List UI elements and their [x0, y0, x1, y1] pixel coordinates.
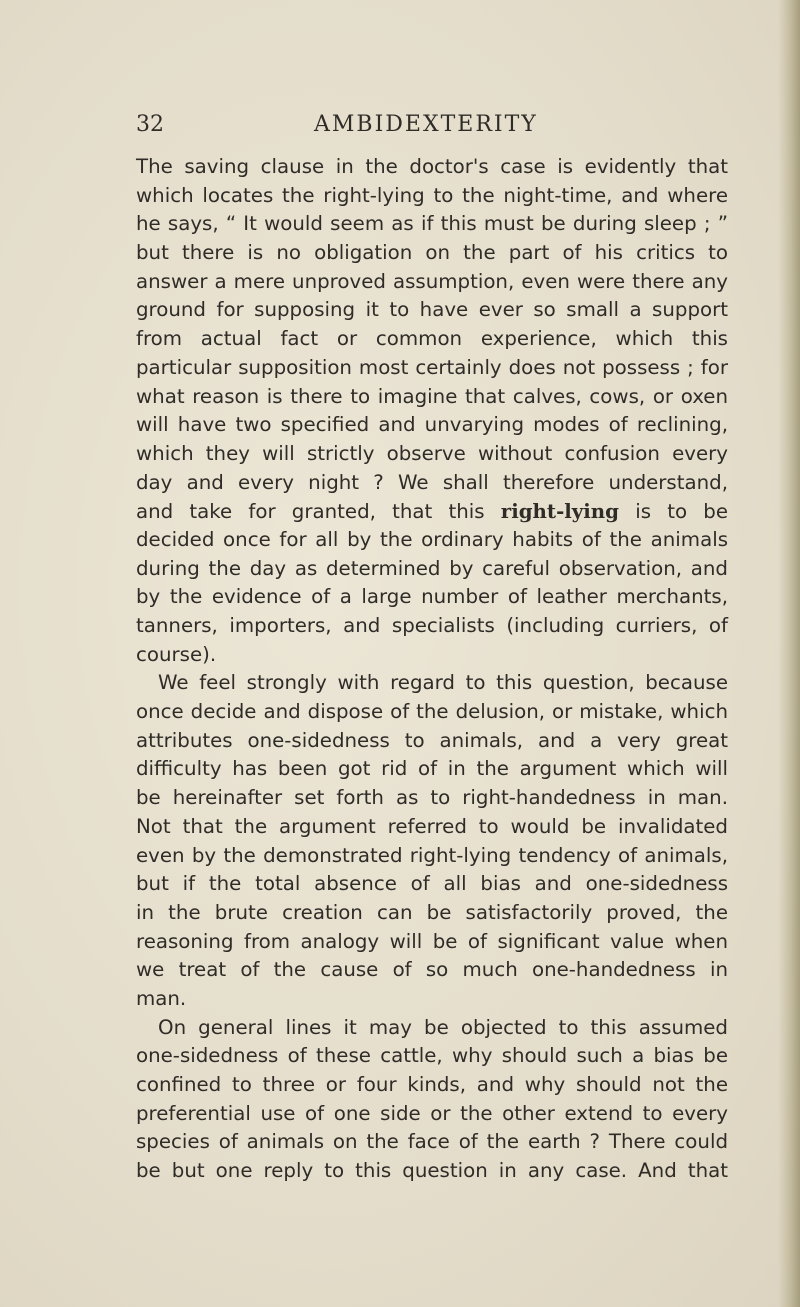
- text-line: once decide and dispose of the delusion, or mistake, which: [136, 700, 728, 724]
- text-line: we treat of the cause of so much one-handedness in: [136, 958, 728, 982]
- text-line: but if the total absence of all bias and one-sidedness: [136, 872, 728, 896]
- text-line: even by the demonstrated right-lying tendency of animals,: [136, 843, 728, 867]
- text-segment: is to be: [635, 500, 728, 524]
- text-line: difficulty has been got rid of in the argument which will: [136, 757, 728, 781]
- page-edge-shadow: [778, 0, 800, 1307]
- running-title: AMBIDEXTERITY: [314, 112, 538, 137]
- emphasized-word: right-lying: [500, 499, 620, 524]
- text-line: from actual fact or common experience, which this: [136, 327, 728, 351]
- text-line: answer a mere unproved assumption, even were there any: [136, 269, 728, 293]
- running-head: [136, 112, 746, 152]
- text-segment: and take for granted, that this: [136, 500, 485, 524]
- text-line: by the evidence of a large number of leather merchants,: [136, 585, 728, 609]
- text-line: be but one reply to this question in any case. And that: [136, 1159, 728, 1183]
- text-line: course).: [136, 642, 217, 666]
- text-line: confined to three or four kinds, and why should not the: [136, 1073, 728, 1096]
- text-line: day and every night ? We shall therefore understand,: [136, 470, 728, 494]
- text-line: attributes one-sidedness to animals, and a very great: [136, 728, 728, 752]
- paragraph-first-line: We feel strongly with regard to this question, because: [158, 671, 728, 695]
- text-line: Not that the argument referred to would be invalidated: [136, 814, 728, 838]
- text-line: ground for supposing it to have ever so small a support: [136, 298, 728, 322]
- text-line: preferential use of one side or the other extend to every: [136, 1101, 728, 1125]
- text-line-with-emphasis: [136, 497, 728, 526]
- text-line: species of animals on the face of the earth ? There could: [136, 1130, 728, 1154]
- text-line: what reason is there to imagine that calves, cows, or oxen: [136, 384, 728, 408]
- text-line: which they will strictly observe without confusion every: [136, 441, 728, 465]
- text-line: tanners, importers, and specialists (including curriers, of: [136, 614, 728, 637]
- text-line: will have two specified and unvarying modes of reclining,: [136, 413, 728, 437]
- text-line: man.: [136, 986, 187, 1010]
- text-line: which locates the right-lying to the night-time, and where: [136, 183, 728, 207]
- text-line: decided once for all by the ordinary habits of the animals: [136, 527, 728, 551]
- text-line: be hereinafter set forth as to right-handedness in man.: [136, 786, 728, 810]
- text-line: reasoning from analogy will be of significant value when: [136, 929, 728, 953]
- text-line: particular supposition most certainly does not possess ; for: [136, 355, 728, 379]
- paragraph-first-line: On general lines it may be objected to this assumed: [158, 1015, 728, 1039]
- text-line: but there is no obligation on the part of his critics to: [136, 241, 728, 265]
- text-line: in the brute creation can be satisfactorily proved, the: [136, 900, 728, 924]
- text-line: one-sidedness of these cattle, why should such a bias be: [136, 1044, 728, 1068]
- text-line: he says, “ It would seem as if this must be during sleep ; ”: [136, 212, 728, 236]
- page-number: 32: [136, 112, 164, 137]
- text-line: The saving clause in the doctor's case is evidently that: [136, 155, 728, 178]
- text-line: during the day as determined by careful observation, and: [136, 556, 728, 580]
- body-text: [136, 153, 728, 1186]
